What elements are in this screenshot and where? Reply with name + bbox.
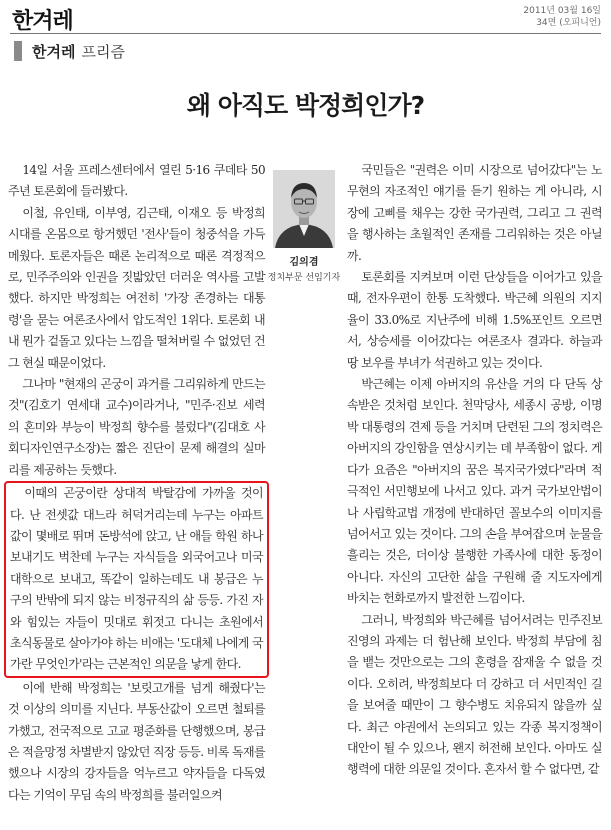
article-headline: 왜 아직도 박정희인가? bbox=[186, 91, 425, 120]
paragraph: 국민들은 "권력은 이미 시장으로 넘어갔다"는 노무현의 자조적인 얘기를 듣기 원하는 게 아니라, 시장에 고삐를 채우는 강한 국가권력, 그리고 그 권력을 행사하는 초월적인 존재를 그리워하는 것은 아닐까. bbox=[347, 163, 602, 263]
paragraph: 14일 서울 프레스센터에서 열린 5·16 쿠데타 50주년 토론회에 들러봤다. bbox=[8, 163, 265, 199]
header-divider bbox=[10, 33, 601, 34]
publication-date: 2011년 03월 16일 bbox=[523, 6, 601, 16]
author-box bbox=[263, 170, 345, 283]
section-name: 프리즘 bbox=[81, 42, 125, 61]
paragraph: 그러니, 박정희와 박근혜를 넘어서려는 민주진보 진영의 과제는 더 험난해 보인다. 박정희 부담에 침을 뱉는 것만으로는 그의 혼령을 잠재울 수 없을 것이다. 오히려, 박정희보다 더 강하고 더 서민적인 길을 보여줄 때만이 그 향수병도 치유되지 않을까 싶다. 최근 야권에서 논의되고 있는 각종 복지정책이 대안이 될 수 있으나, 왠지 허전해 보인다. 아마도 실행력에 대한 의문일 것이다. 혼자서 할 수 없다면, 같 bbox=[347, 612, 602, 777]
paragraph: 그나마 "현재의 곤궁이 과거를 그리워하게 만드는 것"(김호기 연세대 교수)이라거나, "민주·진보 세력의 혼미와 부능이 박정희 향수를 불렀다"(김대호 사회디자인연구소장)는 짧은 진단이 문제 해결의 실마리를 제공하는 듯했다. bbox=[8, 377, 265, 477]
author-name: 김의겸 bbox=[289, 257, 319, 268]
article-column-right bbox=[347, 160, 602, 781]
author-photo bbox=[273, 170, 335, 248]
article-column-left bbox=[8, 160, 265, 806]
author-title: 정치부문 선임기자 bbox=[267, 273, 341, 283]
section-bar-icon bbox=[14, 41, 22, 61]
section-label bbox=[14, 41, 125, 61]
highlighted-paragraph: 이때의 곤궁이란 상대적 박탈감에 가까울 것이다. 난 전셋값 대느라 허덕거리는데 누구는 아파트값이 몇배로 뛰며 돈방석에 앉고, 난 애들 학원 하나 보내기도 벅찬데 누구는 자식들을 외국어고나 미국 대학으로 보내고, 똑같이 일하는데도 내 봉급은 누구의 반밖에 되지 않는 비정규직의 삶 등등. 가진 자와 힘있는 자들이 밋대로 휘젓고 다니는 초원에서 초식동물로 살아가야 하는 비애는 '도대체 나에게 국가란 무엇인가'라는 근본적인 의문을 낳게 한다. bbox=[4, 481, 269, 678]
publication-page: 34면 (오피니언) bbox=[536, 18, 601, 28]
paragraph: 토론회를 지켜보며 이런 단상들을 이어가고 있을 때, 전자우편이 한통 도착했다. 박근혜 의원의 지지율이 33.0%로 지난주에 비해 1.5%포인트 오르면서, 상승세를 이어갔다는 여론조사 결과다. 하늘과 땅 보우를 부녀가 석권하고 있는 것이다. bbox=[347, 270, 602, 370]
publication-info bbox=[523, 5, 601, 29]
newspaper-masthead: 한겨레 bbox=[12, 9, 73, 34]
section-brand: 한겨레 bbox=[32, 42, 76, 61]
paragraph: 이철, 유인태, 이부영, 김근태, 이재오 등 박정희 시대를 온몸으로 항거했던 '전사'들이 청중석을 가득 메웠다. 토론자들은 때론 논리적으로 때론 격정적으로, 민주주의와 인권을 짓밟았던 더러운 역사를 고발했다. 하지만 박정희는 여전히 '가장 존경하는 대통령'을 묻는 여론조사에서 압도적인 1위다. 토론회 내내 뭔가 겉돌고 있다는 느낌을 떨쳐버릴 수 없었던 건 그 현실 때문이었다. bbox=[8, 205, 265, 370]
paragraph: 박근혜는 이제 아버지의 유산을 거의 다 단독 상속받은 것처럼 보인다. 천막당사, 세종시 공방, 이명박 대통령의 견제 등을 거치며 단련된 그의 정치력은 아버지의 강인함을 연상시키는 데 부족함이 없다. 게다가 요즘은 "아버지의 꿈은 복지국가였다"라며 적극적인 서민행보에 나서고 있다. 과거 국가보안법이나 사립학교법 개정에 반대하던 꼴보수의 이미지를 넘어서고 있는 것이다. 그의 손을 부여잡으며 눈물을 흘리는 것은, 더이상 불행한 가족사에 대한 동정이 아니다. 자신의 고단한 삶을 구원해 줄 지도자에게 바치는 헌화로까지 발전한 느낌이다. bbox=[347, 377, 602, 606]
paragraph: 이에 반해 박정희는 '보릿고개를 넘게 해줬다'는 것 이상의 의미를 지닌다. 부동산값이 오르면 철퇴를 가했고, 전국적으로 고교 평준화를 단행했으며, 봉급은 적을망정 차별받지 않았던 직장 등등. 비록 독재를 했으나 시장의 강자들을 억누르고 약자들을 다독였다는 기억이 무딤 속의 박정희를 불러일으켜 bbox=[8, 680, 265, 802]
